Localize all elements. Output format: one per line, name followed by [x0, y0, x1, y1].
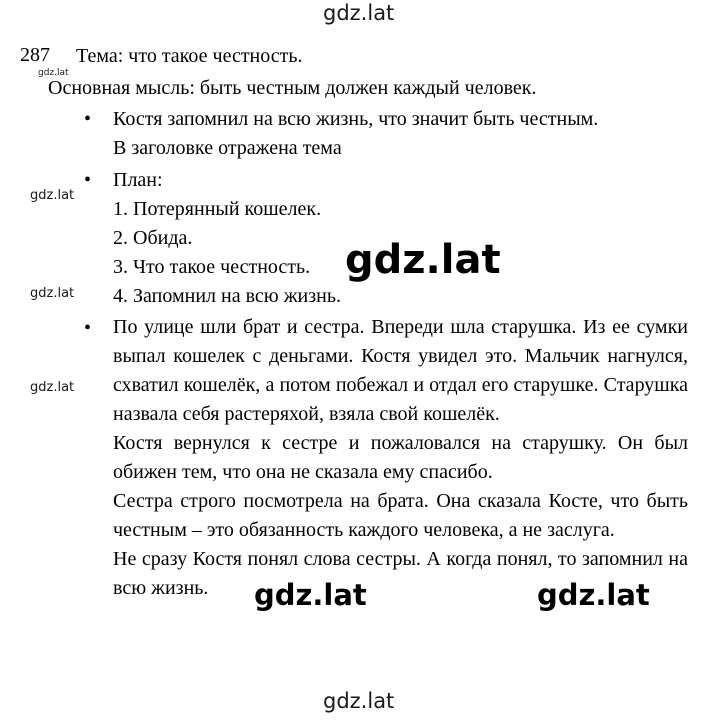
plan-item: 1. Потерянный кошелек. — [113, 198, 322, 220]
plan-item: 4. Запомнил на всю жизнь. — [113, 285, 341, 307]
story-paragraph: По улице шли брат и сестра. Впереди шла старушка. Из ее сумки выпал кошелек с деньгами. Костя увидел это. Мальчик нагнулся, схватил кошелёк, а потом побежал и отдал его старушке. Старушка назвала себя растеряхой, взяла свой кошелёк. — [113, 316, 688, 425]
plan-title: План: — [113, 169, 163, 191]
watermark-mid-left: gdz.lat — [254, 578, 367, 612]
watermark-bottom: gdz.lat — [323, 689, 395, 713]
topic-line: Тема: что такое честность. — [76, 45, 303, 67]
plan-item: 3. Что такое честность. — [113, 256, 311, 278]
bullet-marker: • — [84, 169, 92, 191]
watermark-side-2: gdz.lat — [30, 286, 75, 301]
bullet-marker: • — [84, 108, 92, 130]
story-paragraph: Костя вернулся к сестре и пожаловался на старушку. Он был обижен тем, что она не сказала ему спасибо. — [113, 432, 688, 483]
watermark-mid-right: gdz.lat — [537, 578, 650, 612]
watermark-top: gdz.lat — [323, 1, 395, 25]
exercise-number: 287 — [20, 44, 50, 66]
story-paragraph: Не сразу Костя понял слова сестры. А когда понял, то запомнил на всю жизнь. — [113, 548, 688, 599]
watermark-tiny: gdz.lat — [38, 68, 69, 78]
story-text — [113, 313, 688, 603]
main-idea-line: Основная мысль: быть честным должен каждый человек. — [48, 77, 537, 99]
watermark-side-1: gdz.lat — [30, 188, 75, 203]
bullet-1-line-1: Костя запомнил на всю жизнь, что значит быть честным. — [113, 108, 599, 130]
watermark-big-center: gdz.lat — [345, 237, 501, 283]
story-paragraph: Сестра строго посмотрела на брата. Она сказала Косте, что быть честным – это обязанность каждого человека, а не заслуга. — [113, 490, 688, 541]
bullet-1-line-2: В заголовке отражена тема — [113, 137, 342, 159]
plan-item: 2. Обида. — [113, 227, 193, 249]
bullet-marker: • — [84, 317, 92, 339]
watermark-side-3: gdz.lat — [30, 380, 75, 395]
